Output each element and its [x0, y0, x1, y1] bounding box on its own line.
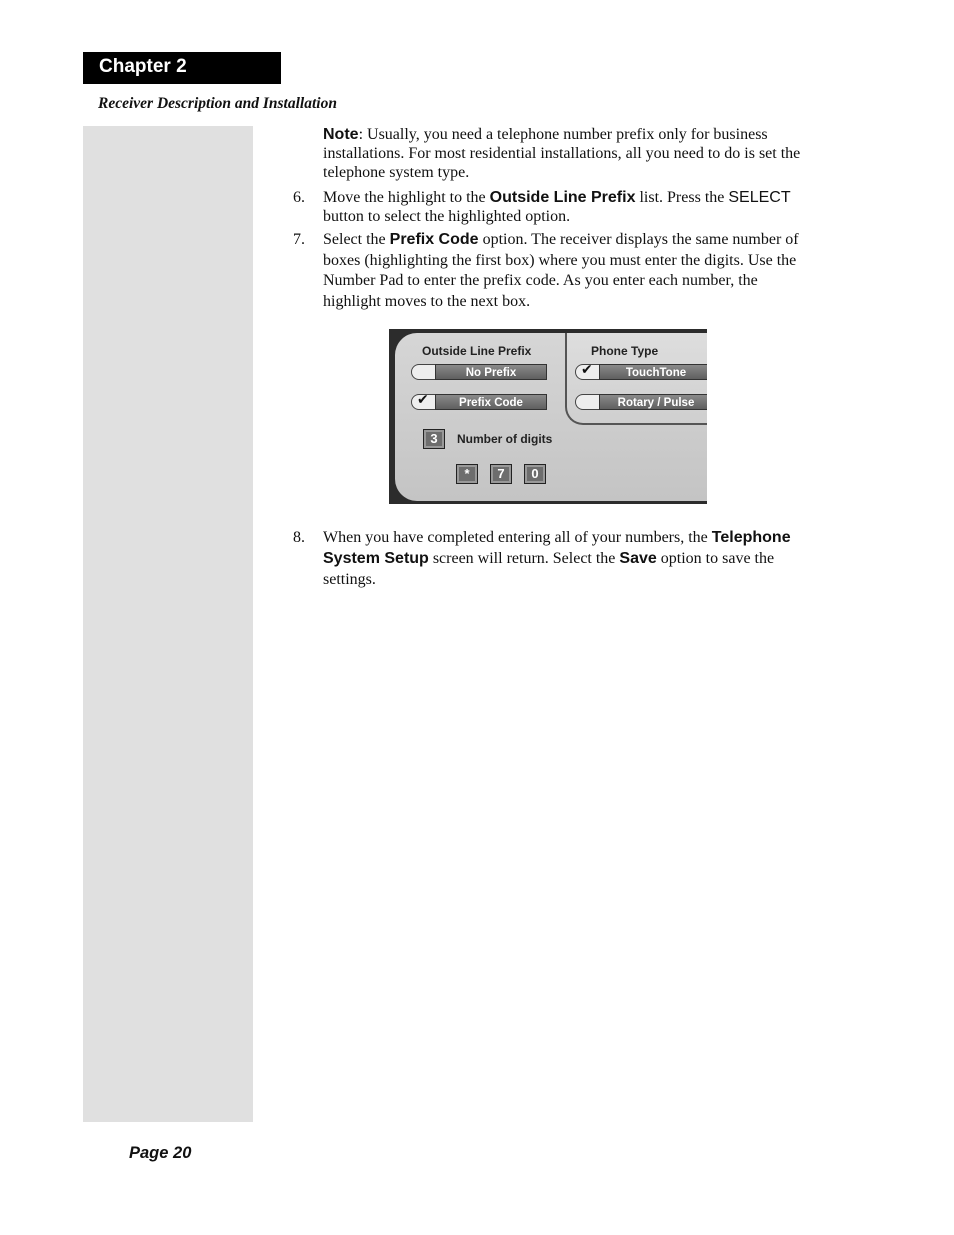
rotary-pulse-option[interactable]	[575, 394, 707, 410]
step-bold-term: Outside Line Prefix	[489, 189, 636, 206]
section-title: Receiver Description and Installation	[98, 95, 337, 112]
prefix-code-option[interactable]	[411, 391, 547, 410]
note-paragraph	[323, 125, 813, 182]
rotary-pulse-label: Rotary / Pulse	[599, 394, 707, 410]
step-text	[323, 230, 813, 312]
step-text-part: list. Press the	[635, 189, 729, 206]
check-icon: ✔	[581, 361, 593, 377]
telephone-setup-screenshot	[389, 329, 707, 504]
margin-sidebar	[83, 126, 253, 1122]
step-6	[293, 188, 813, 226]
step-bold-term: Prefix Code	[389, 231, 479, 248]
outside-line-prefix-label: Outside Line Prefix	[422, 344, 532, 358]
step-text	[323, 527, 813, 590]
prefix-digit-box[interactable]: 0	[524, 464, 546, 484]
step-number: 6.	[293, 189, 305, 206]
phone-type-label: Phone Type	[591, 344, 659, 358]
step-text-part: When you have completed entering all of your numbers, the	[323, 529, 712, 546]
step-text-part: screen will return. Select the	[428, 550, 620, 567]
number-of-digits-label: Number of digits	[457, 432, 553, 446]
no-prefix-option[interactable]	[411, 364, 547, 380]
step-text-part: option. The receiver displays the same number of boxes (highlighting the first box) where you must enter the digits. Use the Number Pad to enter the prefix code. As you enter each number, the highlight moves to the next box.	[323, 231, 799, 310]
note-label: Note	[323, 126, 359, 143]
step-text-part: Move the highlight to the	[323, 189, 490, 206]
step-number: 7.	[293, 231, 305, 248]
note-text: : Usually, you need a telephone number prefix only for business installations. For most residential installations, all you need to do is set the telephone system type.	[323, 126, 801, 181]
prefix-code-label: Prefix Code	[435, 394, 547, 410]
setup-panel	[395, 333, 707, 501]
page-number: Page 20	[129, 1144, 192, 1162]
no-prefix-label: No Prefix	[435, 364, 547, 380]
chapter-heading: Chapter 2	[83, 52, 281, 84]
body-content	[293, 125, 813, 316]
digit-count-box: 3	[423, 429, 445, 449]
check-icon: ✔	[417, 391, 429, 407]
touchtone-option[interactable]	[575, 361, 707, 380]
step-text-part: Select the	[323, 231, 390, 248]
step-text	[323, 188, 813, 226]
step-8	[293, 527, 813, 594]
step-text-part: button to select the highlighted option.	[323, 208, 571, 225]
step-7	[293, 230, 813, 312]
prefix-digit-box[interactable]: 7	[490, 464, 512, 484]
prefix-digit-box[interactable]: *	[456, 464, 478, 484]
step-number: 8.	[293, 529, 305, 546]
phone-type-group	[565, 333, 707, 425]
step-key-term: SELECT	[728, 189, 791, 206]
step-text-part: option to save the settings.	[323, 550, 775, 588]
step-bold-term: Save	[619, 550, 657, 567]
touchtone-label: TouchTone	[599, 364, 707, 380]
step-bold-term: Telephone System Setup	[323, 529, 791, 567]
